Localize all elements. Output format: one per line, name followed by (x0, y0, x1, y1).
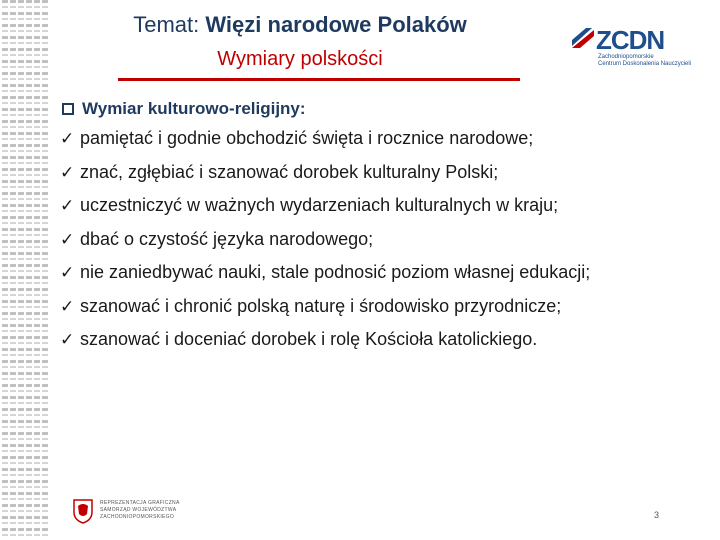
title-block (60, 8, 540, 71)
title-divider (118, 78, 520, 81)
checkmark-icon: ✓ (60, 196, 75, 215)
list-item: ✓ szanować i chronić polską naturę i środowisko przyrodnicze; (60, 290, 710, 324)
checkmark-icon: ✓ (60, 330, 75, 349)
list-item: ✓ pamiętać i godnie obchodzić święta i rocznice narodowe; (60, 122, 710, 156)
zcdn-logo (572, 25, 692, 74)
crest-icon (72, 498, 94, 524)
list-item: ✓ nie zaniedbywać nauki, stale podnosić poziom własnej edukacji; (60, 256, 710, 290)
checkmark-icon: ✓ (60, 129, 75, 148)
checkmark-icon: ✓ (60, 296, 75, 316)
checkmark-icon: ✓ (60, 263, 75, 282)
square-bullet-icon (62, 103, 74, 115)
slide-content (60, 95, 710, 357)
regional-government-logo (72, 496, 192, 530)
regional-government-name: REPREZENTACJA GRAFICZNA SAMORZĄD WOJEWÓDZTWA ZACHODNIOPOMORSKIEGO (100, 500, 180, 520)
list-item: ✓ znać, zgłębiać i szanować dorobek kulturalny Polski; (60, 156, 710, 190)
zcdn-logo-mark-icon (572, 28, 594, 48)
section-heading: Wymiar kulturowo-religijny: (60, 95, 710, 122)
checkmark-icon: ✓ (60, 229, 75, 249)
page-number: 3 (654, 510, 660, 520)
page-title-topic: Więzi narodowe Polaków (205, 12, 467, 37)
list-item: ✓ uczestniczyć w ważnych wydarzeniach kulturalnych w kraju; (60, 189, 710, 223)
list-item: ✓ szanować i doceniać dorobek i rolę Kościoła katolickiego. (60, 323, 710, 357)
manuscript-border-decoration (0, 0, 52, 540)
list-item: ✓ dbać o czystość języka narodowego; (60, 223, 710, 257)
page-subtitle: Wymiary polskości (217, 48, 383, 70)
zcdn-logo-subtitle: Zachodniopomorskie Centrum Doskonalenia Nauczycieli (598, 54, 692, 67)
zcdn-logo-text: ZCDN (596, 25, 665, 55)
checkmark-icon: ✓ (60, 162, 75, 182)
page-title: Temat: Więzi narodowe Polaków (133, 12, 467, 37)
